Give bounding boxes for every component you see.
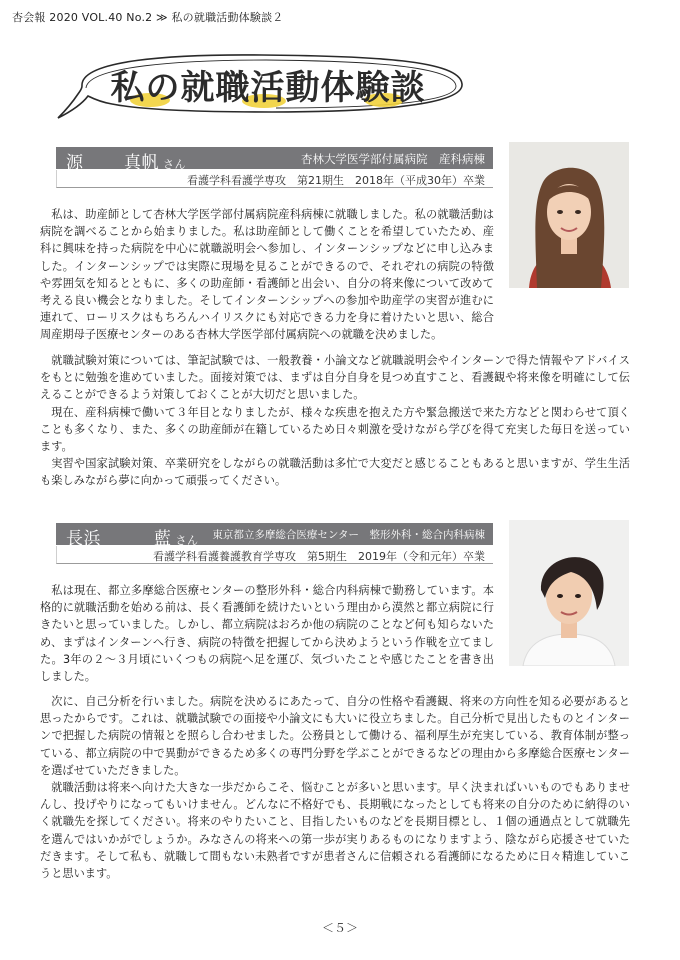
profile-course-text: 看護学科看護養護教育学専攻 第5期生 2019年（令和元年）卒業 [153, 550, 485, 563]
profile-surname: 長浜 [66, 529, 101, 549]
paragraph: 私は現在、都立多摩総合医療センターの整形外科・総合内科病棟で勤務しています。本格的に就職活動を始める前は、長く看護師を続けたいという理由から漠然と都立病院に行きたいと思っていました。しかし、都立病院はおろか他の病院のことなど何も知らないため、まずはインターンへ行き、病院の特徴を把握してから決めようという作戦を立てました。3年の２～３月頃にいくつもの病院へ足を運び、気づいたことや感じたことを書き出しました。 [40, 584, 494, 684]
profile-affiliation: 杏林大学医学部付属病院 産科病棟 [301, 152, 485, 166]
profile-body-1a [40, 206, 494, 344]
profile-body-2b [40, 693, 630, 882]
portrait-image [509, 142, 629, 288]
profile-banner-1 [56, 147, 493, 173]
running-header: 杏会報 2020 VOL.40 No.2 ≫ 私の就職活動体験談２ [12, 11, 284, 24]
profile-honorific: さん [163, 158, 186, 171]
paragraph: 就職活動は将来へ向けた大きな一歩だからこそ、悩むことが多いと思います。早く決まればいいものでもありませんし、投げやりになってもいけません。どんなに不格好でも、長期戦になったとしても将来の自分のために納得のいく就職先を探してください。将来のやりたいこと、目指したいものなどを長期目標とし、１個の通過点として就職先を選んではいかがでしょうか。みなさんの将来への第一歩が実りあるものになりますよう、陰ながら応援させていただきます。そして私も、就職して間もない未熟者ですが患者さんに信頼される看護師になるために日々精進していこうと思います。 [40, 781, 630, 881]
profile-surname: 源 [66, 153, 84, 173]
page-title: 私の就職活動体験談 [110, 68, 426, 108]
profile-body-1b [40, 352, 630, 490]
paragraph: 実習や国家試験対策、卒業研究をしながらの就職活動は多忙で大変だと感じることもあると思いますが、学生生活も楽しみながら夢に向かって頑張ってください。 [40, 457, 630, 488]
profile-honorific: さん [175, 534, 199, 547]
paragraph: 次に、自己分析を行いました。病院を決めるにあたって、自分の性格や看護観、将来の方向性を知る必要があると思ったからです。これは、就職試験での面接や小論文にも大いに役立ちました。自己分析で見出したものとインターンで把握した病院の情報とを照らし合わせました。公務員として働ける、福利厚生が充実している、教育体制が整っている、都立病院の中で異動ができるため多くの専門分野を学ぶことができるなどの理由から多摩総合医療センターを選ばせていただきました。 [40, 695, 630, 777]
profile-course-text: 看護学科看護学専攻 第21期生 2018年（平成30年）卒業 [187, 174, 485, 187]
paragraph: 私は、助産師として杏林大学医学部付属病院産科病棟に就職しました。私の就職活動は病院を調べることから始まりました。私は助産師として働くことを希望していたため、産科に興味を持った病院を中心に就職説明会へ参加し、インターンシップなどに申し込みました。インターンシップでは実際に現場を見ることができるので、それぞれの病院の特徴や雰囲気を知るとともに、多くの助産師・看護師と出会い、自分の将来像について改めて考える良い機会となりました。そしてインターンシップへの参加や助産学の実習が進むに連れて、ローリスクはもちろんハイリスクにも対応できる力を身に着けたいと思い、総合周産期母子医療センターのある杏林大学医学部付属病院への就職を決めました。 [40, 208, 494, 342]
profile-course-1 [56, 170, 493, 188]
title-speech-bubble [52, 46, 472, 128]
profile-given-name: 真帆 [124, 153, 159, 173]
profile-given-name: 藍 [154, 529, 172, 549]
profile-photo-1 [509, 142, 629, 288]
profile-course-2 [56, 546, 493, 564]
paragraph: 就職試験対策については、筆記試験では、一般教養・小論文など就職説明会やインターンで得た情報やアドバイスをもとに勉強を進めていました。面接対策では、まずは自分自身を見つめ直すこと、看護観や将来像を明確にして伝えることができるよう対策しておくことが大切だと思いました。 [40, 354, 630, 402]
profile-photo-2 [509, 520, 629, 666]
page-number: ＜５＞ [321, 921, 358, 935]
portrait-image [509, 520, 629, 666]
paragraph: 現在、産科病棟で働いて３年目となりましたが、様々な疾患を抱えた方や緊急搬送で来た方などと関わらせて頂くことも多くなり、また、多くの助産師が在籍しているため日々刺激を受けながら学びを得て充実した毎日を送っています。 [40, 405, 630, 454]
profile-affiliation: 東京都立多摩総合医療センター 整形外科・総合内科病棟 [212, 529, 485, 541]
profile-banner-2 [56, 523, 493, 549]
profile-body-2a [40, 582, 494, 685]
